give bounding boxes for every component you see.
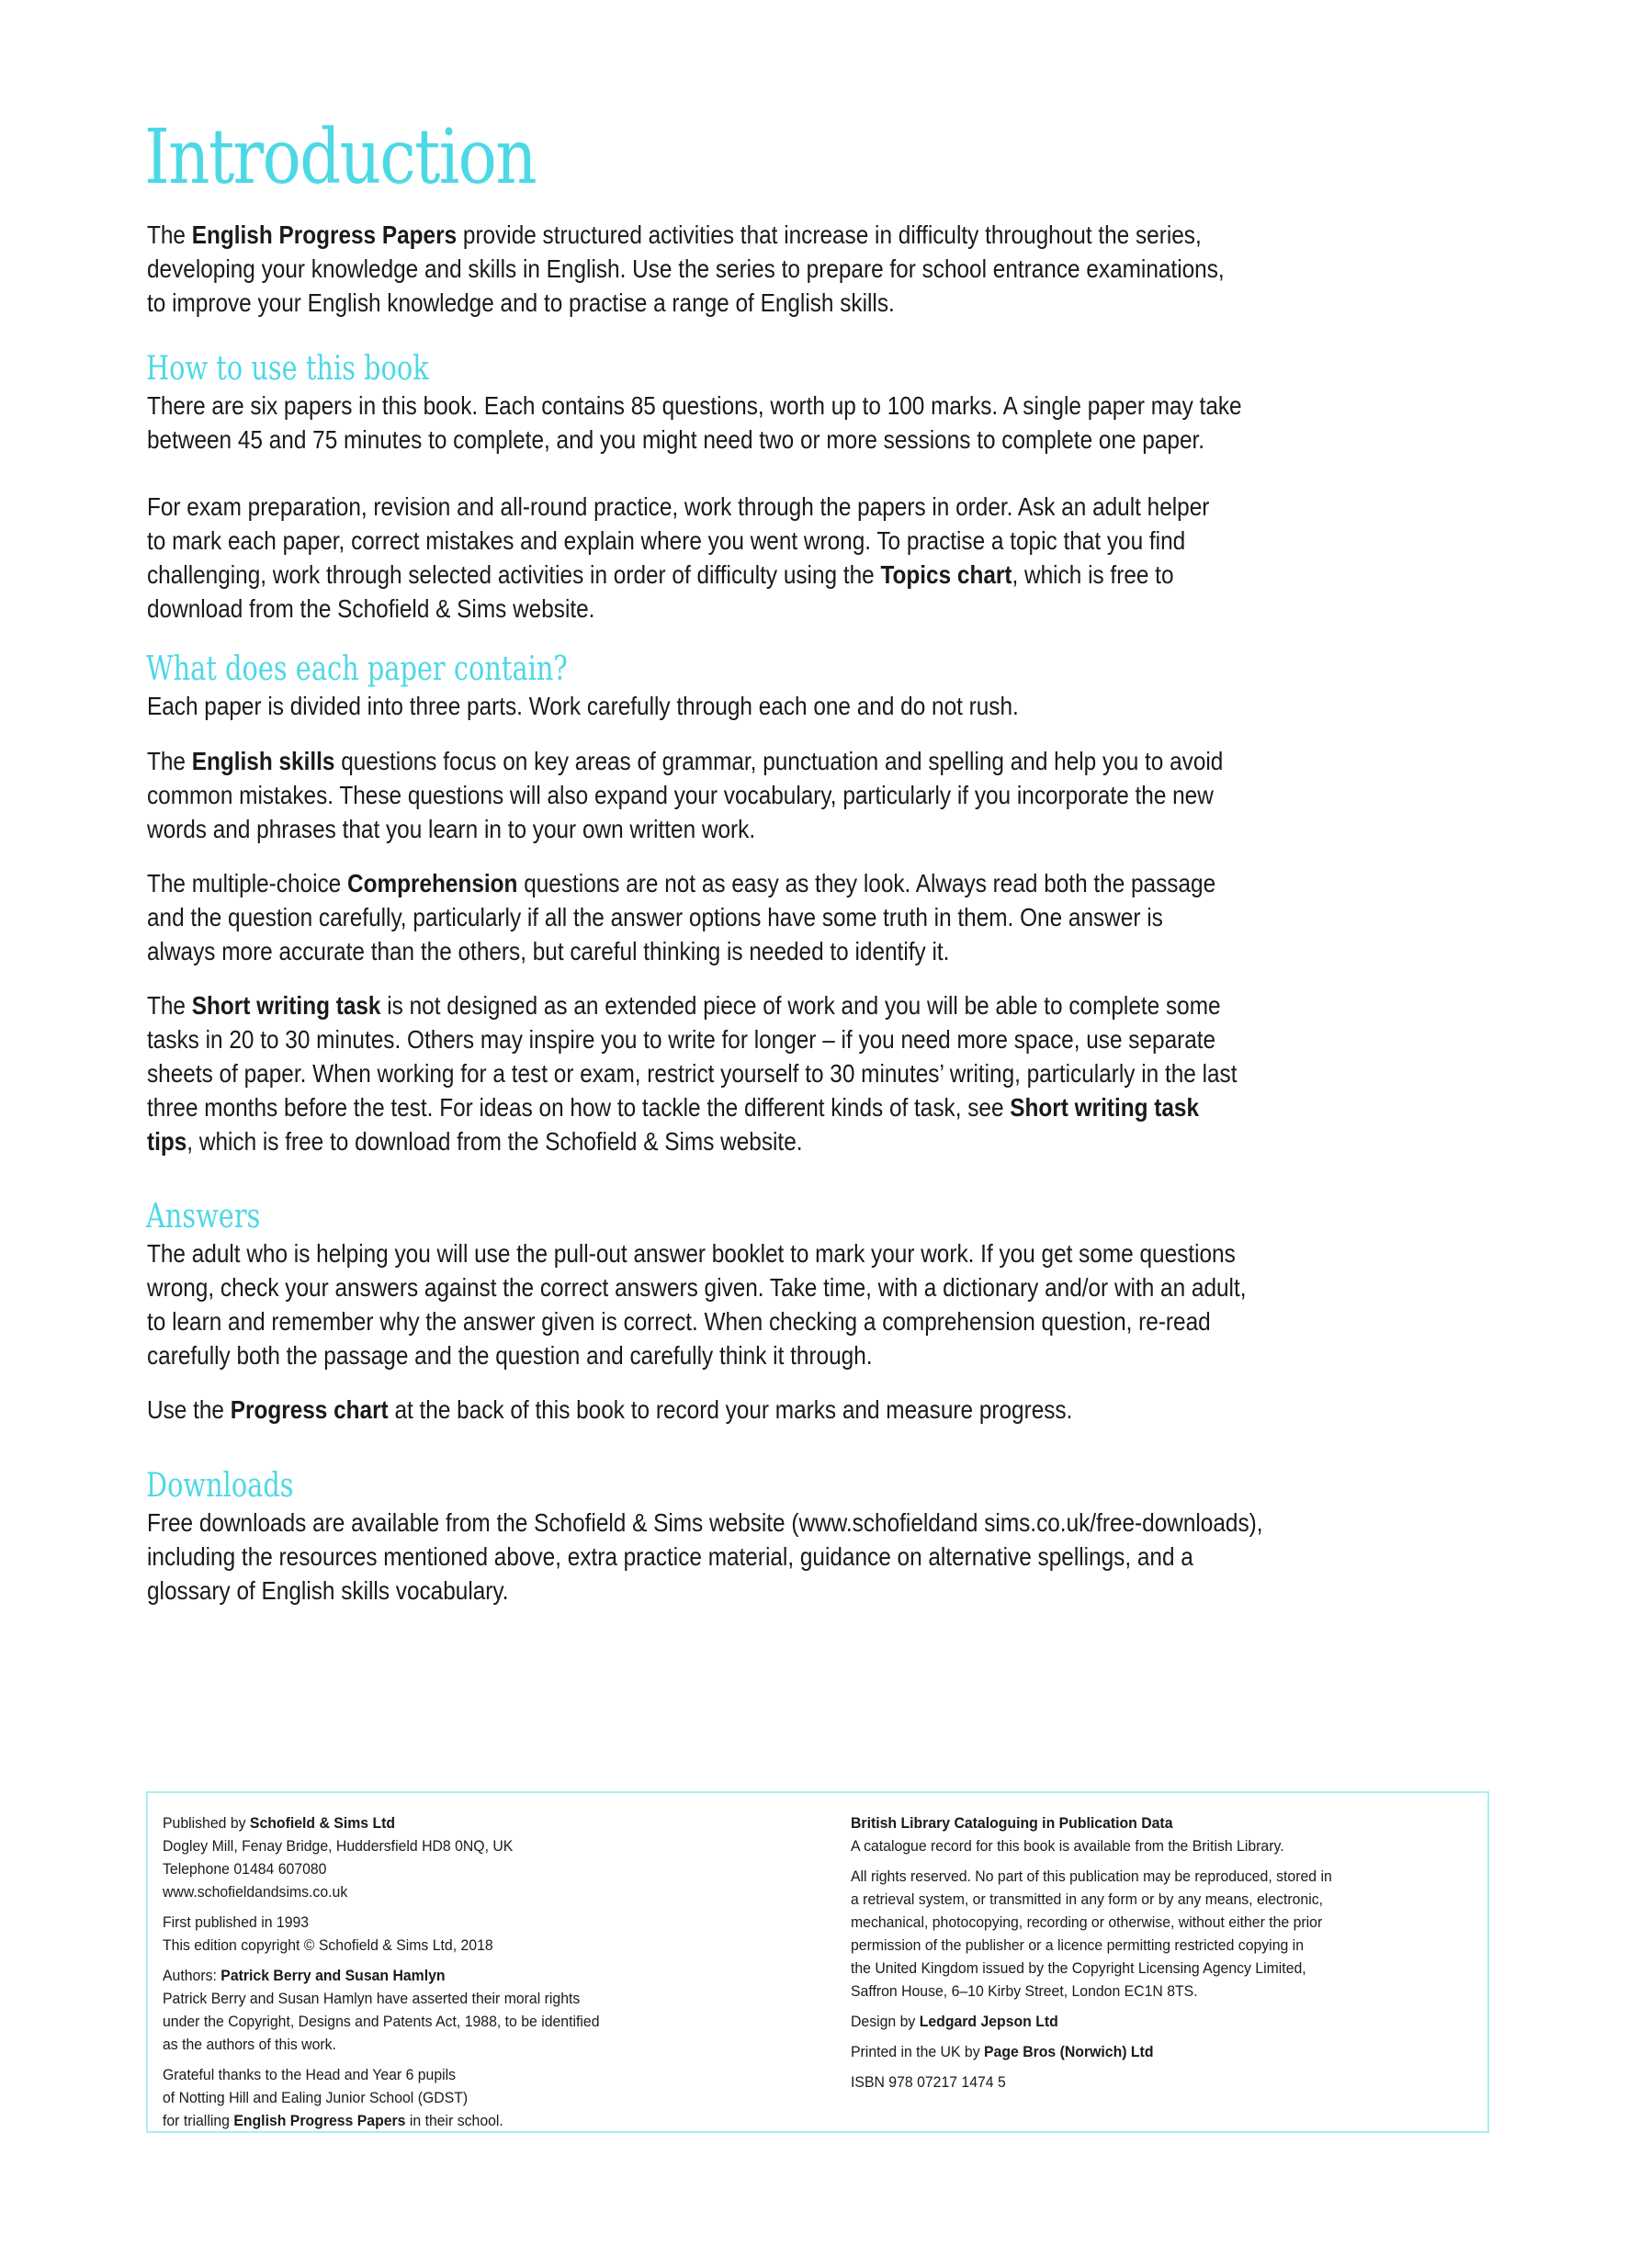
- text-run: Dogley Mill, Fenay Bridge, Huddersfield HD8 0NQ, UK: [163, 1837, 514, 1855]
- text-run: The adult who is helping you will use the pull-out answer booklet to mark your work. If you get some questions: [147, 1239, 1236, 1268]
- text-line: [147, 389, 1242, 423]
- info-block: [851, 1811, 1368, 1857]
- text-run: www.schofieldandsims.co.uk: [163, 1883, 348, 1901]
- text-run: First published in 1993: [163, 1913, 310, 1931]
- text-run: permission of the publisher or a licence permitting restricted copying in: [851, 1936, 1304, 1954]
- text-line: [147, 1574, 1263, 1608]
- text-line: [147, 934, 1215, 968]
- text-run: three months before the test. For ideas on how to tackle the different kinds of task, see: [147, 1093, 1011, 1122]
- info-block: [163, 1811, 632, 1903]
- text-run: to mark each paper, correct mistakes and explain where you went wrong. To practise a topic that you find: [147, 526, 1186, 555]
- text-run: sheets of paper. When working for a test or exam, restrict yourself to 30 minutes’ writing, particularly in the last: [147, 1059, 1238, 1088]
- intro-paragraph: [147, 218, 1385, 320]
- bold-term: Progress chart: [230, 1395, 389, 1424]
- text-line: [851, 1911, 1332, 1934]
- text-line: [851, 1834, 1332, 1857]
- text-line: [147, 1540, 1263, 1574]
- text-run: wrong, check your answers against the correct answers given. Take time, with a dictionary and/or with an adult,: [147, 1273, 1247, 1302]
- text-run: For exam preparation, revision and all-round practice, work through the papers in order. Ask an adult helper: [147, 492, 1210, 521]
- text-run: The: [147, 747, 192, 775]
- bold-term: tips: [147, 1127, 187, 1156]
- info-block: [163, 1964, 632, 2056]
- info-block: [851, 1865, 1368, 2003]
- text-run: the United Kingdom issued by the Copyright Licensing Agency Limited,: [851, 1959, 1306, 1977]
- section-heading-answers: Answers: [146, 1198, 261, 1236]
- bold-term: Short writing task: [191, 991, 381, 1020]
- text-run: provide structured activities that increase in difficulty throughout the series,: [457, 220, 1202, 249]
- text-run: common mistakes. These questions will also expand your vocabulary, particularly if you incorporate the new: [147, 781, 1214, 809]
- text-line: [163, 1857, 599, 1880]
- text-line: [147, 1090, 1237, 1124]
- text-run: , which is free to: [1012, 560, 1174, 589]
- short-writing-task-paragraph: [147, 988, 1400, 1158]
- text-run: download from the Schofield & Sims website.: [147, 594, 595, 623]
- text-line: [851, 2040, 1332, 2063]
- text-run: Use the: [147, 1395, 231, 1424]
- text-line: [851, 1957, 1332, 1980]
- info-block: [163, 1911, 632, 1957]
- text-line: [851, 1865, 1332, 1888]
- text-run: Telephone 01484 607080: [163, 1860, 327, 1878]
- text-line: [851, 1811, 1332, 1834]
- publication-info-box: [146, 1791, 1489, 2133]
- text-run: in their school.: [405, 2112, 503, 2129]
- text-run: carefully both the passage and the question and carefully think it through.: [147, 1341, 873, 1370]
- text-line: [147, 778, 1223, 812]
- text-run: questions focus on key areas of grammar, punctuation and spelling and help you to avoid: [334, 747, 1224, 775]
- text-run: , which is free to download from the Schofield & Sims website.: [187, 1127, 803, 1156]
- text-line: [163, 2033, 599, 2056]
- text-line: [147, 689, 1019, 723]
- text-line: [147, 423, 1242, 457]
- text-run: under the Copyright, Designs and Patents Act, 1988, to be identified: [163, 2013, 600, 2030]
- text-run: Published by: [163, 1814, 250, 1832]
- english-skills-paragraph: [147, 744, 1384, 846]
- info-block: [851, 2010, 1368, 2033]
- text-line: [147, 988, 1237, 1022]
- downloads-paragraph: [147, 1506, 1430, 1608]
- text-line: [163, 2010, 599, 2033]
- text-run: as the authors of this work.: [163, 2036, 336, 2053]
- bold-term: English Progress Papers: [233, 2112, 406, 2129]
- bold-term: Schofield & Sims Ltd: [249, 1814, 396, 1832]
- text-line: [147, 900, 1215, 934]
- text-line: [147, 1236, 1246, 1270]
- text-line: [163, 1834, 599, 1857]
- info-block: [851, 2071, 1368, 2093]
- text-run: a retrieval system, or transmitted in any form or by any means, electronic,: [851, 1890, 1324, 1908]
- cataloguing-info-column: [851, 1811, 1368, 2101]
- bold-term: Short writing task: [1010, 1093, 1200, 1122]
- text-run: Design by: [851, 2013, 920, 2030]
- paper-contents-paragraph-1: [147, 689, 1149, 723]
- page-title: Introduction: [144, 114, 536, 201]
- info-block: [851, 2040, 1368, 2063]
- text-run: for trialling: [163, 2112, 234, 2129]
- text-line: [163, 1987, 599, 2010]
- bold-term: Page Bros (Norwich) Ltd: [984, 2043, 1154, 2060]
- text-line: [147, 490, 1209, 524]
- text-run: challenging, work through selected activities in order of difficulty using the: [147, 560, 881, 589]
- text-run: tasks in 20 to 30 minutes. Others may inspire you to write for longer – if you need more space, use separate: [147, 1025, 1216, 1054]
- text-run: Authors:: [163, 1967, 221, 1984]
- bold-term: Comprehension: [346, 869, 518, 897]
- text-run: of Notting Hill and Ealing Junior School (GDST): [163, 2089, 469, 2106]
- text-run: developing your knowledge and skills in English. Use the series to prepare for school entrance examinations,: [147, 254, 1225, 283]
- text-line: [163, 1934, 599, 1957]
- text-line: [147, 252, 1225, 286]
- text-run: Each paper is divided into three parts. Work carefully through each one and do not rush.: [147, 692, 1019, 720]
- text-run: All rights reserved. No part of this publication may be reproduced, stored in: [851, 1867, 1332, 1885]
- text-line: [147, 286, 1225, 320]
- progress-chart-paragraph: [147, 1393, 1211, 1427]
- text-line: [163, 1964, 599, 1987]
- text-line: [163, 1880, 599, 1903]
- text-line: [147, 218, 1225, 252]
- text-run: between 45 and 75 minutes to complete, and you might need two or more sessions to complete one paper.: [147, 425, 1205, 454]
- text-run: Saffron House, 6–10 Kirby Street, London EC1N 8TS.: [851, 1982, 1198, 2000]
- bold-term: English skills: [191, 747, 335, 775]
- publisher-info-column: [163, 1811, 632, 2139]
- text-run: is not designed as an extended piece of work and you will be able to complete some: [380, 991, 1221, 1020]
- bold-term: Patrick Berry and Susan Hamlyn: [220, 1967, 446, 1984]
- text-run: The: [147, 991, 192, 1020]
- text-run: There are six papers in this book. Each contains 85 questions, worth up to 100 marks. A single paper may take: [147, 391, 1242, 420]
- info-block: [163, 2063, 632, 2132]
- text-run: including the resources mentioned above, extra practice material, guidance on alternative spellings, and a: [147, 1542, 1193, 1571]
- text-run: This edition copyright © Schofield & Sims Ltd, 2018: [163, 1936, 493, 1954]
- text-run: glossary of English skills vocabulary.: [147, 1576, 509, 1605]
- text-line: [147, 558, 1209, 592]
- text-line: [163, 1811, 599, 1834]
- bold-term: Ledgard Jepson Ltd: [919, 2013, 1058, 2030]
- text-line: [147, 524, 1209, 558]
- text-run: to improve your English knowledge and to practise a range of English skills.: [147, 288, 895, 317]
- text-run: at the back of this book to record your marks and measure progress.: [388, 1395, 1073, 1424]
- text-run: The: [147, 220, 192, 249]
- text-line: [147, 1393, 1072, 1427]
- text-line: [851, 2071, 1332, 2093]
- text-run: The multiple-choice: [147, 869, 347, 897]
- text-line: [163, 1911, 599, 1934]
- text-run: Free downloads are available from the Schofield & Sims website (www.schofieldand sims.co.uk/free-downloads),: [147, 1508, 1263, 1537]
- bold-term: Topics chart: [880, 560, 1012, 589]
- text-run: A catalogue record for this book is available from the British Library.: [851, 1837, 1284, 1855]
- text-line: [147, 1056, 1237, 1090]
- section-heading-paper-contents: What does each paper contain?: [146, 650, 568, 688]
- answers-paragraph-1: [147, 1236, 1410, 1372]
- text-run: words and phrases that you learn in to your own written work.: [147, 815, 756, 843]
- how-to-use-paragraph-1: [147, 389, 1406, 457]
- text-line: [147, 744, 1223, 778]
- text-line: [147, 1124, 1237, 1158]
- text-run: to learn and remember why the answer given is correct. When checking a comprehension question, re-read: [147, 1307, 1211, 1336]
- text-line: [851, 1980, 1332, 2003]
- text-line: [147, 1022, 1237, 1056]
- text-line: [163, 2063, 599, 2086]
- text-run: Grateful thanks to the Head and Year 6 pupils: [163, 2066, 457, 2083]
- text-line: [147, 866, 1215, 900]
- text-line: [147, 1338, 1246, 1372]
- text-line: [163, 2109, 599, 2132]
- comprehension-paragraph: [147, 866, 1375, 968]
- text-line: [147, 1304, 1246, 1338]
- bold-term: English Progress Papers: [191, 220, 458, 249]
- text-line: [147, 592, 1209, 626]
- text-line: [851, 1888, 1332, 1911]
- text-run: Printed in the UK by: [851, 2043, 985, 2060]
- section-heading-downloads: Downloads: [146, 1467, 294, 1505]
- how-to-use-paragraph-2: [147, 490, 1368, 626]
- text-line: [851, 2010, 1332, 2033]
- text-line: [147, 1270, 1246, 1304]
- bold-term: British Library Cataloguing in Publication Data: [851, 1814, 1173, 1832]
- text-run: questions are not as easy as they look. Always read both the passage: [517, 869, 1216, 897]
- text-run: Patrick Berry and Susan Hamlyn have asserted their moral rights: [163, 1990, 581, 2007]
- text-run: and the question carefully, particularly if all the answer options have some truth in them. One answer is: [147, 903, 1163, 931]
- text-line: [163, 2086, 599, 2109]
- text-run: ISBN 978 07217 1474 5: [851, 2073, 1006, 2091]
- text-run: always more accurate than the others, but careful thinking is needed to identify it.: [147, 937, 950, 965]
- text-line: [147, 1506, 1263, 1540]
- section-heading-how-to-use: How to use this book: [146, 350, 429, 388]
- text-line: [851, 1934, 1332, 1957]
- text-run: mechanical, photocopying, recording or otherwise, without either the prior: [851, 1913, 1323, 1931]
- text-line: [147, 812, 1223, 846]
